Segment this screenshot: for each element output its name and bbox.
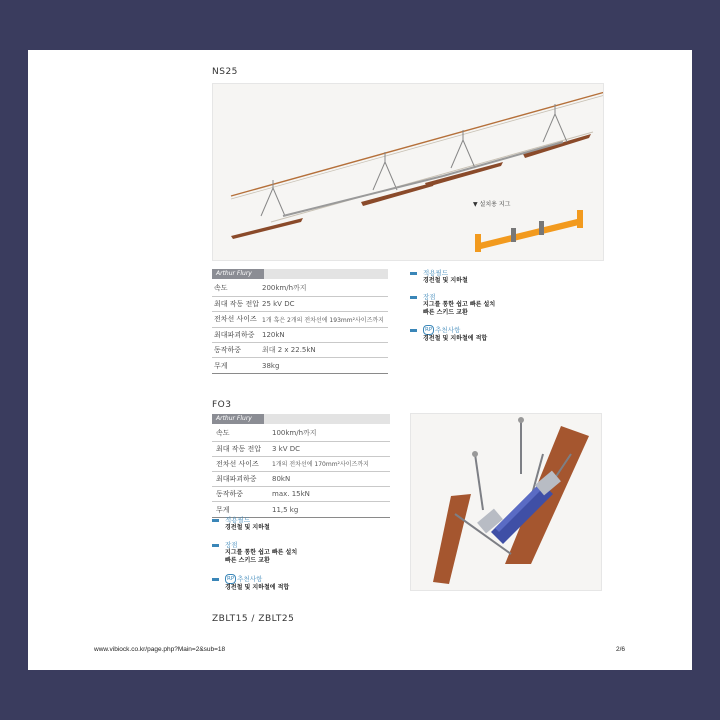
- advantage-line: 지그를 통한 쉽고 빠른 설치: [225, 549, 298, 556]
- table-row: [212, 426, 390, 441]
- ns25-title: NS25: [212, 67, 238, 77]
- spec-label: 최대파괴하중: [212, 327, 260, 342]
- page-number: 2/6: [616, 646, 626, 653]
- spec-value: 200km/h까지: [260, 281, 388, 296]
- spec-value: 1개 혹은 2개의 전차선에 193mm²사이즈까지: [260, 312, 388, 327]
- fo3-brand-bar: [212, 414, 390, 424]
- advantages: [212, 541, 392, 565]
- recommendation-body: 경전철 및 지하철에 적합: [225, 584, 290, 591]
- installation-jig-image: [475, 210, 583, 252]
- recommendation-body: 경전철 및 지하철에 적합: [423, 335, 488, 342]
- recommendation-heading: 추천사항: [435, 326, 461, 334]
- ns25-brand-bar: [212, 269, 388, 279]
- recommendation: [212, 574, 392, 592]
- ns25-section-insulator-image: [213, 84, 604, 261]
- fo3-info-block: [212, 516, 392, 592]
- rp-badge: RP: [425, 327, 433, 333]
- spec-label: 동작하중: [212, 487, 270, 502]
- recommendation-heading: 추천사항: [237, 575, 263, 583]
- ns25-spec-block: [212, 269, 388, 374]
- spec-label: 속도: [212, 426, 270, 441]
- application-field: [410, 269, 610, 285]
- spec-value: max. 15kN: [270, 487, 390, 502]
- table-row: [212, 472, 390, 487]
- bullet-marker-icon: [410, 272, 417, 275]
- bullet-marker-icon: [212, 519, 219, 522]
- advantage-line: 빠른 스키드 교환: [423, 309, 468, 316]
- rp-badge: RP: [227, 576, 235, 582]
- bullet-marker-icon: [212, 578, 219, 581]
- spec-label: 전차선 사이즈: [212, 456, 270, 471]
- next-section-title: ZBLT15 / ZBLT25: [212, 614, 295, 624]
- spec-label: 최대 작동 전압: [212, 296, 260, 311]
- advantage-line: 지그를 통한 쉽고 빠른 설치: [423, 301, 496, 308]
- advantages: [410, 293, 610, 317]
- table-row: [212, 327, 388, 342]
- spec-label: 최대 작동 전압: [212, 441, 270, 456]
- spec-label: 무게: [212, 358, 260, 373]
- application-field: [212, 516, 392, 532]
- bullet-marker-icon: [410, 329, 417, 332]
- fo3-title: FO3: [212, 400, 232, 410]
- ns25-info-block: [410, 269, 610, 343]
- spec-value: 1개의 전차선에 170mm²사이즈까지: [270, 456, 390, 471]
- advantages-heading: 장점: [423, 293, 436, 301]
- table-row: [212, 456, 390, 471]
- table-row: [212, 281, 388, 296]
- spec-label: 속도: [212, 281, 260, 296]
- spec-value: 최대 2 x 22.5kN: [260, 343, 388, 358]
- ns25-spec-table: [212, 281, 388, 374]
- spec-value: 3 kV DC: [270, 441, 390, 456]
- spec-value: 38kg: [260, 358, 388, 373]
- field-heading: 적용필드: [423, 269, 449, 277]
- field-body: 경전철 및 지하철: [225, 524, 270, 531]
- fo3-spec-table: [212, 426, 390, 518]
- table-row: [212, 296, 388, 311]
- field-heading: 적용필드: [225, 516, 251, 524]
- table-row: [212, 441, 390, 456]
- fo3-spec-block: [212, 414, 390, 518]
- bullet-marker-icon: [410, 296, 417, 299]
- spec-value: 100km/h까지: [270, 426, 390, 441]
- document-page: [28, 50, 692, 670]
- recommendation: [410, 325, 610, 343]
- table-row: [212, 358, 388, 373]
- table-row: [212, 312, 388, 327]
- table-row: [212, 487, 390, 502]
- fo3-photo: [410, 413, 602, 591]
- spec-label: 무게: [212, 502, 270, 517]
- field-body: 경전철 및 지하철: [423, 277, 468, 284]
- spec-label: 전차선 사이즈: [212, 312, 260, 327]
- jig-label: ▼ 설치용 지그: [473, 201, 511, 208]
- spec-value: 11,5 kg: [270, 502, 390, 517]
- spec-label: 최대파괴하중: [212, 472, 270, 487]
- table-row: [212, 502, 390, 517]
- fo3-brand-tag: Arthur Flury: [212, 414, 264, 424]
- footer-url: www.vibiock.co.kr/page.php?Main=2&sub=18: [94, 646, 226, 653]
- spec-value: 25 kV DC: [260, 296, 388, 311]
- advantages-heading: 장점: [225, 541, 238, 549]
- advantage-line: 빠른 스키드 교환: [225, 557, 270, 564]
- bullet-marker-icon: [212, 544, 219, 547]
- spec-label: 동작하중: [212, 343, 260, 358]
- ns25-brand-tag: Arthur Flury: [212, 269, 264, 279]
- ns25-photo: [212, 83, 604, 261]
- spec-value: 120kN: [260, 327, 388, 342]
- spec-value: 80kN: [270, 472, 390, 487]
- table-row: [212, 343, 388, 358]
- fo3-section-insulator-image: [411, 414, 602, 591]
